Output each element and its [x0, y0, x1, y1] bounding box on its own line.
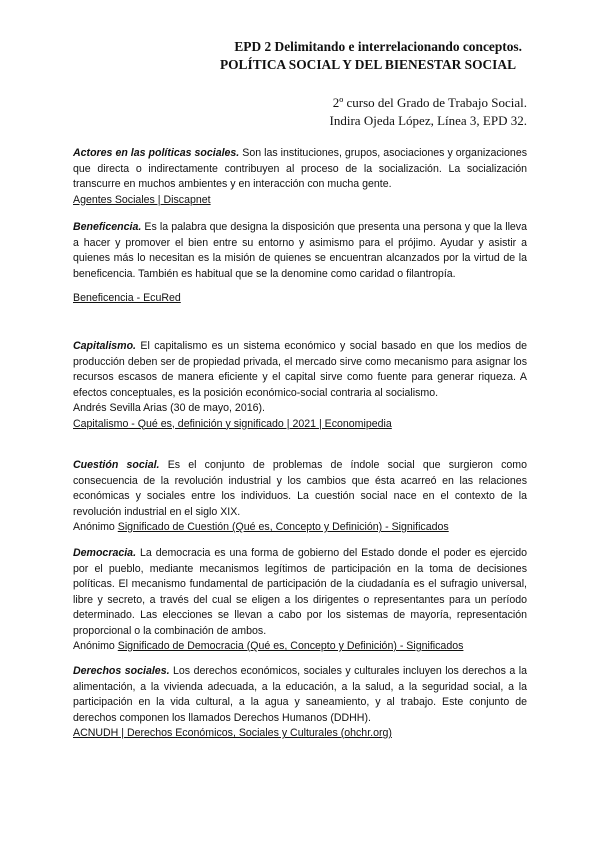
entry-paragraph — [73, 546, 527, 639]
entry-capitalismo — [73, 339, 527, 432]
entry-actores-sociales — [73, 146, 527, 208]
citation: Andrés Sevilla Arias (30 de mayo, 2016). — [73, 402, 265, 414]
entry-derechos-sociales — [73, 664, 527, 742]
source-prefix: Anónimo — [73, 521, 118, 533]
entry-paragraph — [73, 146, 527, 193]
course-line: 2º curso del Grado de Trabajo Social. — [332, 95, 527, 110]
entry-paragraph — [73, 664, 527, 726]
title-line-2: POLÍTICA SOCIAL Y DEL BIENESTAR SOCIAL — [219, 57, 516, 72]
title-line-1: EPD 2 Delimitando e interrelacionando conceptos. — [234, 39, 522, 54]
source-link[interactable]: Significado de Cuestión (Qué es, Concepto y Definición) - Significados — [117, 521, 449, 533]
author-line: Indira Ojeda López, Línea 3, EPD 32. — [329, 113, 527, 128]
entry-term: Cuestión social. — [73, 459, 160, 471]
entry-term: Democracia. — [73, 547, 137, 559]
entry-term: Beneficencia. — [73, 221, 142, 233]
entry-term: Derechos sociales. — [73, 665, 170, 677]
author-block — [330, 94, 527, 130]
entry-cuestion-social — [73, 458, 527, 536]
entry-term: Capitalismo. — [73, 340, 136, 352]
entry-paragraph — [73, 339, 527, 401]
entry-term: Actores en las políticas sociales. — [73, 147, 240, 159]
entry-text: La democracia es una forma de gobierno del Estado donde el poder es ejercido por el pueblo, mediante mecanismos legítimos de participación en la toma de decisiones políticas. El mecanismo fundamental de participación de la ciudadanía es el sufragio universal, libre y secreto, a través del cual se eligen a los dirigentes o representantes para un período determinado. Las elecciones se llevan a cabo por los sistemas de mayoría, representación proporcional o la combinación de ambos. — [73, 547, 527, 637]
entry-text: El capitalismo es un sistema económico y social basado en que los medios de producción deben ser de propiedad privada, el mercado sirve como mecanismo para asignar los recursos escasos de manera eficiente y el capital sirve como fuente para generar riqueza. A efectos conceptuales, es la posición económico-social contraria al socialismo. — [73, 340, 527, 399]
source-link[interactable]: Capitalismo - Qué es, definición y significado | 2021 | Economipedia — [73, 417, 392, 430]
source-link[interactable]: Significado de Democracia (Qué es, Concepto y Definición) - Significados — [117, 640, 464, 652]
source-link[interactable]: Agentes Sociales | Discapnet — [73, 193, 211, 206]
entry-paragraph — [73, 458, 527, 520]
document-title — [220, 38, 522, 74]
source-prefix: Anónimo — [73, 640, 118, 652]
entry-democracia — [73, 546, 527, 655]
entry-text: Los derechos económicos, sociales y culturales incluyen los derechos a la alimentación, a la vivienda adecuada, a la educación, a la salud, a la seguridad social, a la participación en la vida cultural, a la agua y saneamiento, y al trabajo. Este conjunto de derechos componen los llamados Derechos Humanos (DDHH). — [73, 665, 527, 724]
entry-text: Es el conjunto de problemas de índole social que surgieron como consecuencia de la revolución industrial y los cambios que ésta acarreó en las relaciones económicas y sociales entre los individuos. La cuestión social nace en el contexto de la revolución industrial en el siglo XIX. — [73, 459, 527, 518]
entry-beneficencia — [73, 220, 527, 307]
entry-text: Es la palabra que designa la disposición que presenta una persona y que la lleva a hacer y promover el bien entre su entorno y asimismo para el prójimo. Ayudar y asistir a quienes más lo necesitan es la misión de quienes se encuentran alcanzados por la virtud de la beneficencia. También es habitual que se la denomine como caridad o filantropía. — [73, 221, 527, 280]
source-link[interactable]: ACNUDH | Derechos Económicos, Sociales y Culturales (ohchr.org) — [73, 727, 392, 739]
source-link[interactable]: Beneficencia - EcuRed — [73, 292, 181, 304]
entry-paragraph — [73, 220, 527, 282]
entry-text: Son las instituciones, grupos, asociaciones y organizaciones que directa o indirectamente contribuyen al proceso de la socialización. La socialización transcurre en muchos ambientes y en interacción con mucha gente. — [73, 147, 528, 190]
